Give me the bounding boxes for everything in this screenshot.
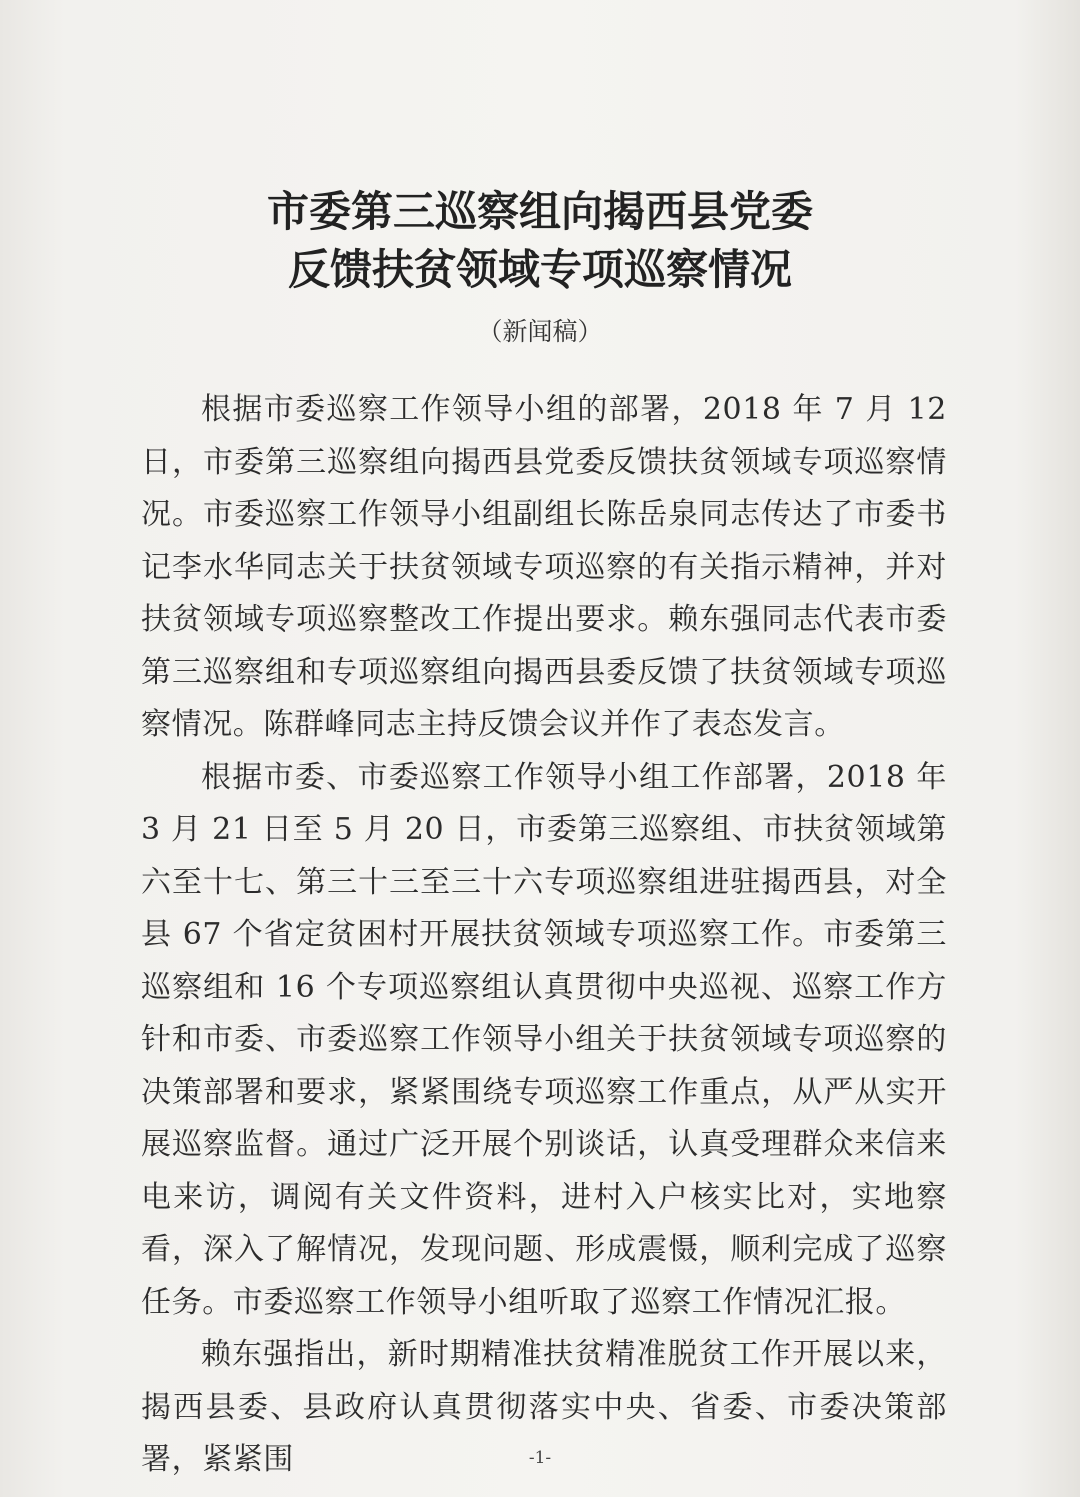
document-body — [141, 384, 947, 1487]
document-subtitle: （新闻稿） — [477, 317, 603, 346]
document-title-line-1: 市委第三巡察组向揭西县党委 — [266, 187, 813, 236]
body-paragraph-1: 根据市委巡察工作领导小组的部署，2018 年 7 月 12 日，市委第三巡察组向揭西县党委反馈扶贫领域专项巡察情况。市委巡察工作领导小组副组长陈岳泉同志传达了市委书记李水华同志关于扶贫领域专项巡察的有关指示精神，并对扶贫领域专项巡察整改工作提出要求。赖东强同志代表市委第三巡察组和专项巡察组向揭西县委反馈了扶贫领域专项巡察情况。陈群峰同志主持反馈会议并作了表态发言。 — [141, 392, 947, 742]
document-title-line-2: 反馈扶贫领域专项巡察情况 — [287, 245, 792, 294]
page-number: -1- — [528, 1448, 552, 1468]
title-block — [0, 183, 1080, 347]
body-paragraph-2: 根据市委、市委巡察工作领导小组工作部署，2018 年 3 月 21 日至 5 月 20 日，市委第三巡察组、市扶贫领域第六至十七、第三十三至三十六专项巡察组进驻揭西县，对全县 67 个省定贫困村开展扶贫领域专项巡察工作。市委第三巡察组和 16 个专项巡察组认真贯彻中央巡视、巡察工作方针和市委、市委巡察工作领导小组关于扶贫领域专项巡察的决策部署和要求，紧紧围绕专项巡察工作重点，从严从实开展巡察监督。通过广泛开展个别谈话，认真受理群众来信来电来访，调阅有关文件资料，进村入户核实比对，实地察看，深入了解情况，发现问题、形成震慑，顺利完成了巡察任务。市委巡察工作领导小组听取了巡察工作情况汇报。 — [141, 759, 947, 1320]
body-paragraph-3: 赖东强指出，新时期精准扶贫精准脱贫工作开展以来，揭西县委、县政府认真贯彻落实中央、省委、市委决策部署，紧紧围 — [141, 1337, 947, 1477]
